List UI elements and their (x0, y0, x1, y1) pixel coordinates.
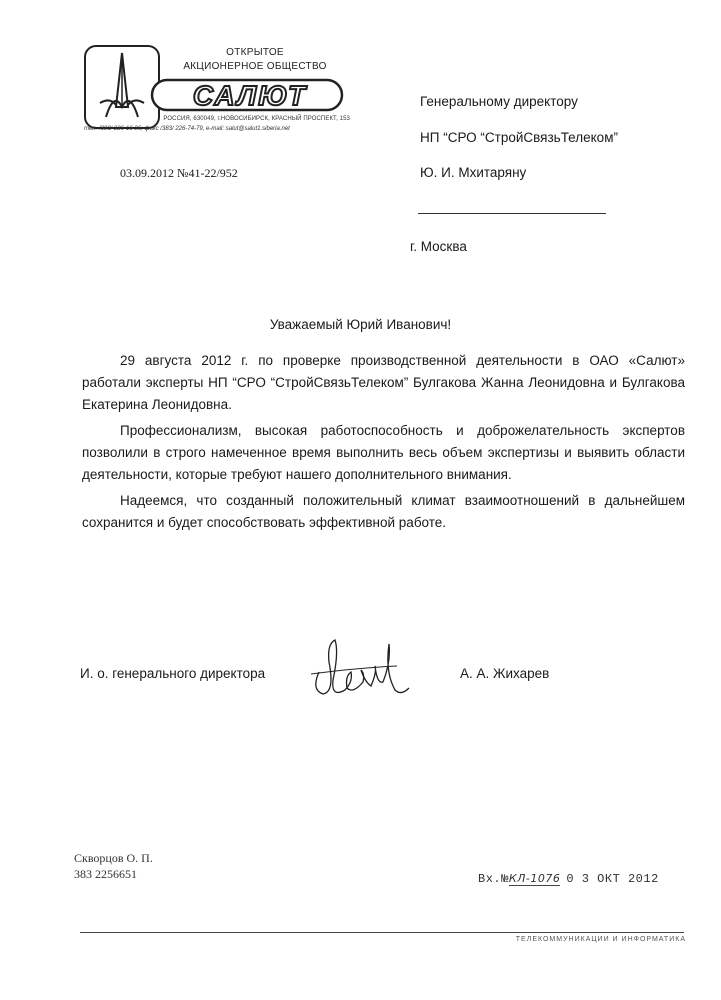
incoming-stamp (478, 872, 659, 886)
executor-name: Скворцов О. П. (74, 851, 153, 865)
company-logo (84, 45, 160, 129)
company-type-line1: ОТКРЫТОЕ (226, 47, 284, 58)
rocket-emblem-icon (86, 47, 158, 127)
greeting: Уважаемый Юрий Иванович! (269, 317, 452, 332)
stamp-number: КЛ-1076 (508, 872, 561, 885)
stamp-date: 0 3 ОКТ 2012 (566, 872, 659, 886)
company-name: САЛЮТ (192, 80, 308, 111)
addressee-position: Генеральному директору (420, 94, 578, 109)
stamp-prefix: Вх.№ (478, 872, 509, 886)
body-paragraph-3: Надеемся, что созданный положительный климат взаимоотношений в дальнейшем сохранится и будет способствовать эффективной работе. (82, 493, 685, 530)
addressee-name: Ю. И. Мхитаряну (420, 165, 527, 180)
body-paragraph-2: Профессионализм, высокая работоспособность и доброжелательность экспертов позволили в строго намеченное время выполнить весь объем экспертизы и выявить области деятельности, которые требуют нашего дополнительного внимания. (82, 423, 685, 482)
company-contacts: тел. /383/ 226-16-26, факс /383/ 226-74-79, e-mail: salut@salut1.siberia.net (84, 126, 290, 132)
company-address: РОССИЯ, 630049, г.НОВОСИБИРСК, КРАСНЫЙ ПРОСПЕКТ, 153 (163, 116, 350, 122)
handwritten-signature (305, 632, 415, 712)
addressee-city: г. Москва (410, 239, 467, 254)
company-type-line2: АКЦИОНЕРНОЕ ОБЩЕСТВО (183, 61, 327, 72)
addressee-underline (418, 213, 606, 214)
outgoing-date-number: 03.09.2012 №41-22/952 (120, 166, 238, 180)
addressee-organization: НП “СРО “СтройСвязьТелеком” (420, 130, 618, 145)
signatory-title: И. о. генерального директора (80, 666, 266, 681)
company-name-wordmark (150, 74, 350, 114)
body-paragraph-1: 29 августа 2012 г. по проверке производственной деятельности в ОАО «Салют» работали эксперты НП “СРО “СтройСвязьТелеком” Булгакова Жанна Леонидовна и Булгакова Екатерина Леонидовна. (82, 353, 685, 412)
footer-slogan: ТЕЛЕКОММУНИКАЦИИ И ИНФОРМАТИКА (515, 936, 686, 943)
executor-info (74, 850, 153, 882)
letter-body (82, 350, 685, 534)
company-type (170, 46, 340, 74)
signatory-name: А. А. Жихарев (460, 666, 550, 681)
executor-phone: 383 2256651 (74, 867, 137, 881)
footer-divider (80, 932, 684, 933)
